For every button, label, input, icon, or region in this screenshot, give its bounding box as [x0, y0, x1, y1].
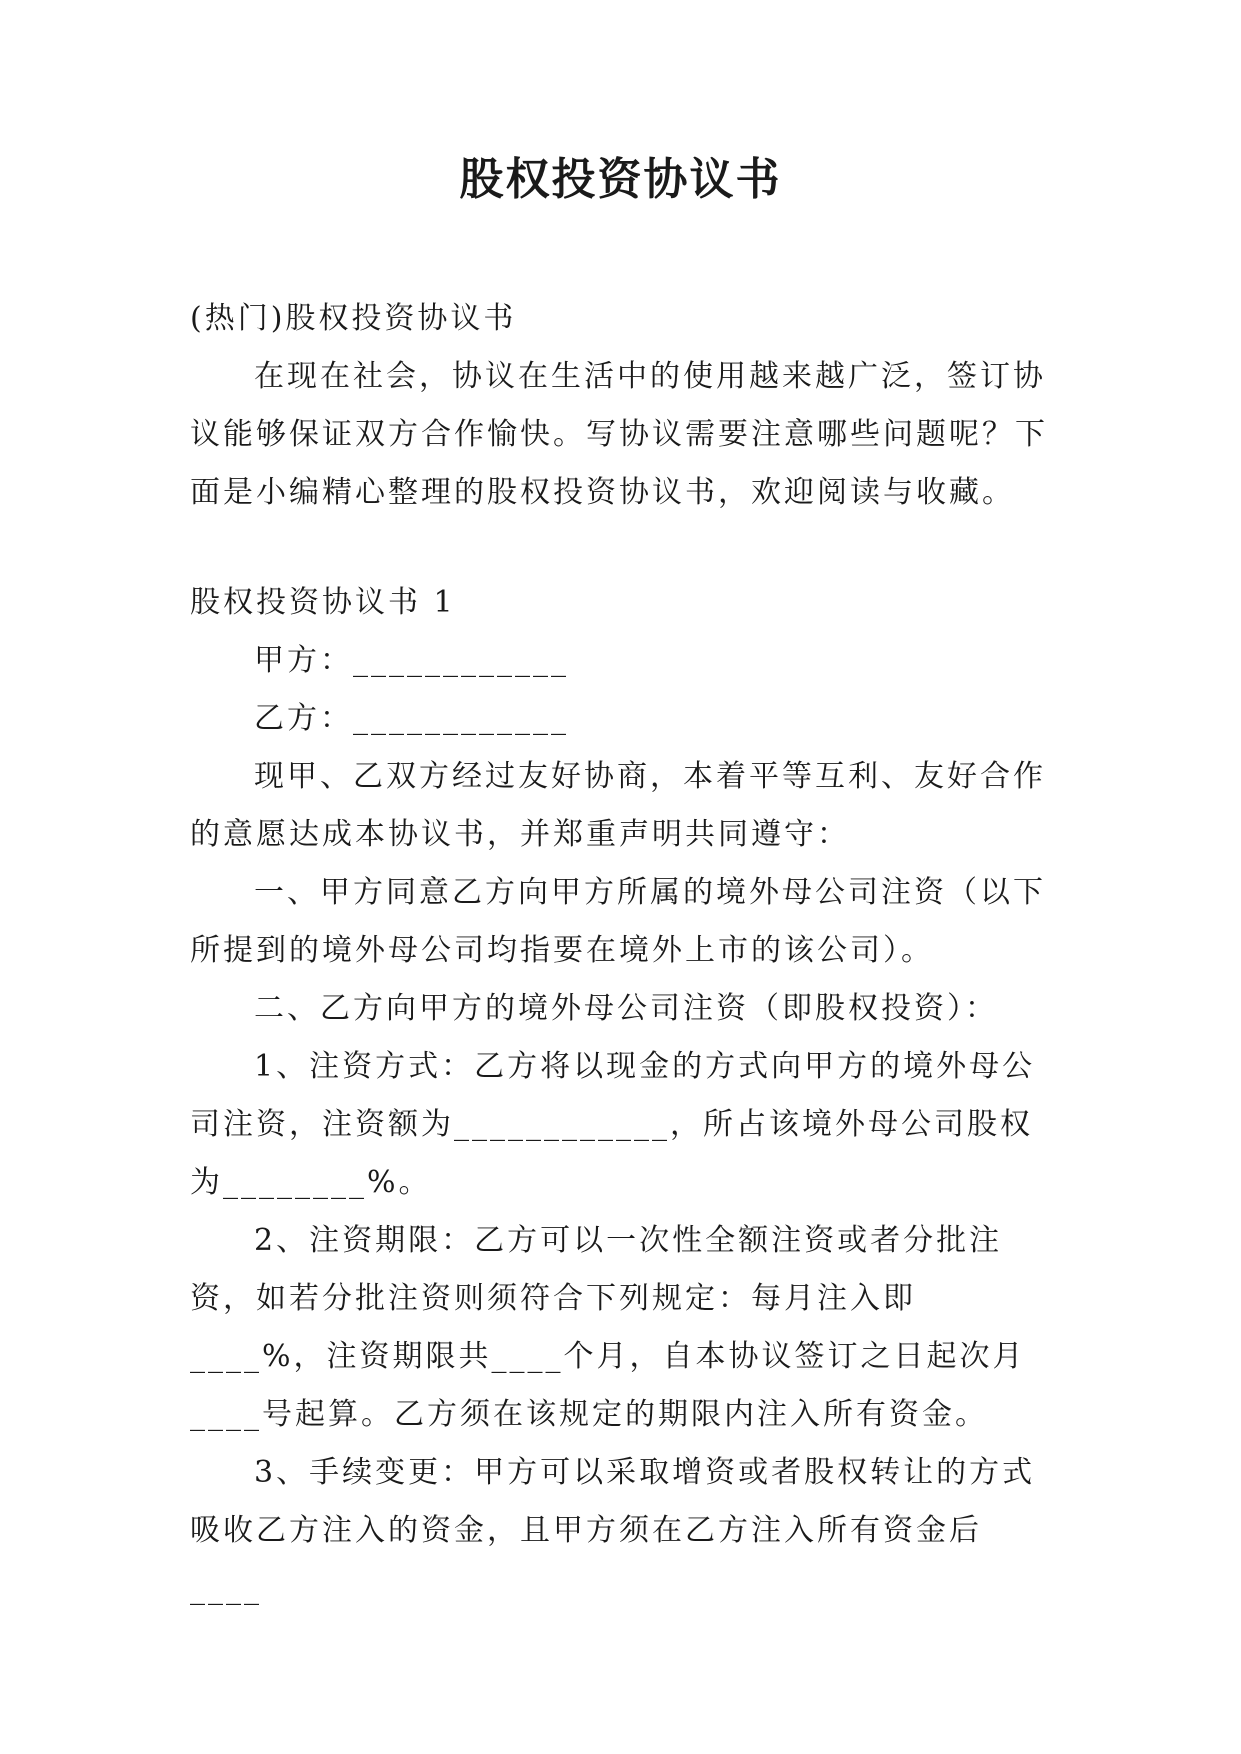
document-subtitle: (热门)股权投资协议书 — [190, 301, 517, 336]
clause-two-item-2: 2、注资期限：乙方可以一次性全额注资或者分批注资，如若分批注资则须符合下列规定：每月注入即____%，注资期限共____个月，自本协议签订之日起次月____号起算。乙方须在该规定的期限内注入所有资金。 — [190, 1223, 1026, 1432]
clause-two-item-3: 3、手续变更：甲方可以采取增资或者股权转让的方式吸收乙方注入的资金，且甲方须在乙方注入所有资金后____ — [190, 1455, 1036, 1606]
document-title: 股权投资协议书 — [459, 154, 782, 205]
clause-two: 二、乙方向甲方的境外母公司注资（即股权投资）： — [254, 991, 998, 1026]
party-b-line: 乙方：____________ — [254, 701, 569, 736]
document-body — [190, 290, 1050, 1618]
clause-two-item-1: 1、注资方式：乙方将以现金的方式向甲方的境外母公司注资，注资额为____________，所占该境外母公司股权为________%。 — [190, 1049, 1036, 1200]
clause-preamble: 现甲、乙双方经过友好协商，本着平等互利、友好合作的意愿达成本协议书，并郑重声明共同遵守： — [190, 759, 1046, 852]
clause-one: 一、甲方同意乙方向甲方所属的境外母公司注资（以下所提到的境外母公司均指要在境外上市的该公司）。 — [190, 875, 1046, 968]
section-heading: 股权投资协议书 1 — [190, 585, 456, 620]
intro-paragraph: 在现在社会，协议在生活中的使用越来越广泛，签订协议能够保证双方合作愉快。写协议需要注意哪些问题呢？下面是小编精心整理的股权投资协议书，欢迎阅读与收藏。 — [190, 359, 1048, 510]
party-a-line: 甲方：____________ — [254, 643, 569, 678]
